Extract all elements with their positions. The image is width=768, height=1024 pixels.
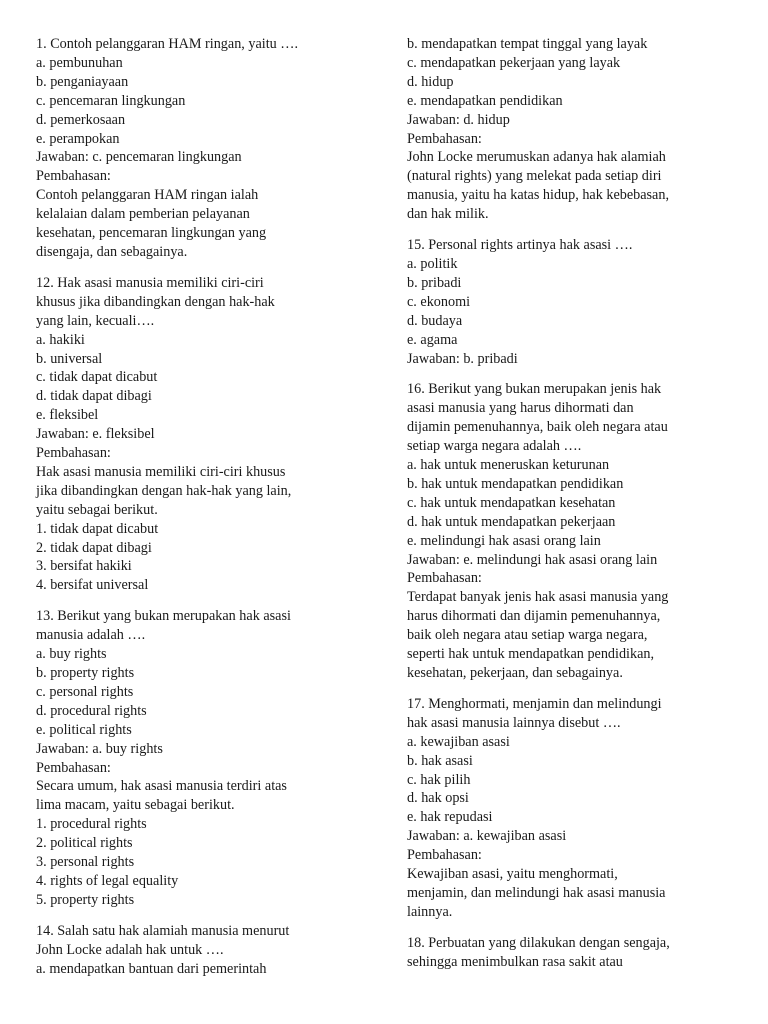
text-line: lima macam, yaitu sebagai berikut. <box>36 797 235 814</box>
question-block <box>36 274 370 595</box>
text-line: e. fleksibel <box>36 407 99 424</box>
block-spacer <box>407 224 742 236</box>
text-line: 17. Menghormati, menjamin dan melindungi <box>407 695 662 712</box>
text-line: Jawaban: d. hidup <box>407 111 510 128</box>
text-line: 1. procedural rights <box>36 816 147 833</box>
text-line: c. ekonomi <box>407 293 471 310</box>
text-line: Hak asasi manusia memiliki ciri-ciri khusus <box>36 463 286 480</box>
question-block <box>407 380 742 683</box>
question-block <box>407 934 742 972</box>
text-line: John Locke adalah hak untuk …. <box>36 941 224 958</box>
text-line: manusia adalah …. <box>36 627 146 644</box>
text-line: yang lain, kecuali…. <box>36 312 155 329</box>
text-line: baik oleh negara atau setiap warga negara, <box>407 627 648 644</box>
text-line: seperti hak untuk mendapatkan pendidikan, <box>407 646 655 663</box>
text-line: Pembahasan: <box>407 847 482 864</box>
text-line: 4. bersifat universal <box>36 577 149 594</box>
question-block <box>407 695 742 922</box>
text-line: 2. political rights <box>36 835 133 852</box>
text-line: (natural rights) yang melekat pada setiap diri <box>407 168 662 185</box>
text-line: 12. Hak asasi manusia memiliki ciri-ciri <box>36 274 264 291</box>
text-line: d. hak untuk mendapatkan pekerjaan <box>407 513 616 530</box>
text-line: d. hak opsi <box>407 790 469 807</box>
text-line: b. property rights <box>36 665 135 681</box>
question-block <box>36 922 370 979</box>
text-line: c. tidak dapat dicabut <box>36 369 158 386</box>
text-line: Jawaban: c. pencemaran lingkungan <box>36 149 242 166</box>
text-line: Jawaban: a. kewajiban asasi <box>407 828 567 845</box>
text-line: 18. Perbuatan yang dilakukan dengan sengaja, <box>407 934 670 951</box>
text-line: 15. Personal rights artinya hak asasi …. <box>407 237 633 254</box>
text-line: Kewajiban asasi, yaitu menghormati, <box>407 866 618 883</box>
text-line: b. hak asasi <box>407 752 473 769</box>
block-spacer <box>407 922 742 934</box>
text-line: Jawaban: a. buy rights <box>36 740 163 757</box>
question-block <box>36 35 370 262</box>
text-line: c. mendapatkan pekerjaan yang layak <box>407 54 621 71</box>
text-line: c. pencemaran lingkungan <box>36 92 186 109</box>
text-line: e. hak repudasi <box>407 809 493 826</box>
text-line: Secara umum, hak asasi manusia terdiri atas <box>36 778 287 795</box>
text-line: lainnya. <box>407 903 453 920</box>
text-line: c. hak untuk mendapatkan kesehatan <box>407 494 616 511</box>
text-line: d. budaya <box>407 312 463 329</box>
question-block <box>36 607 370 910</box>
text-line: 5. property rights <box>36 891 135 908</box>
text-line: Jawaban: e. melindungi hak asasi orang lain <box>407 551 658 568</box>
text-line: hak asasi manusia lainnya disebut …. <box>407 714 621 731</box>
text-line: yaitu sebagai berikut. <box>36 501 158 518</box>
block-spacer <box>36 262 370 274</box>
text-line: 1. tidak dapat dicabut <box>36 520 159 537</box>
text-line: Jawaban: b. pribadi <box>407 350 518 367</box>
text-line: e. perampokan <box>36 130 120 147</box>
text-line: dan hak milik. <box>407 206 489 223</box>
text-line: Pembahasan: <box>36 445 111 462</box>
question-block <box>407 35 742 224</box>
text-line: d. pemerkosaan <box>36 111 126 128</box>
text-line: e. political rights <box>36 721 132 738</box>
text-line: a. hakiki <box>36 331 85 348</box>
text-line: 16. Berikut yang bukan merupakan jenis hak <box>407 381 662 398</box>
text-line: a. kewajiban asasi <box>407 733 510 750</box>
text-line: a. hak untuk meneruskan keturunan <box>407 457 610 474</box>
text-line: b. pribadi <box>407 274 462 291</box>
text-line: a. buy rights <box>36 646 107 663</box>
text-line: manusia, yaitu ha katas hidup, hak kebebasan, <box>407 187 669 204</box>
text-line: b. mendapatkan tempat tinggal yang layak <box>407 36 648 52</box>
text-line: Pembahasan: <box>407 570 482 587</box>
text-line: menjamin, dan melindungi hak asasi manusia <box>407 884 666 901</box>
text-line: b. universal <box>36 350 103 367</box>
text-line: Pembahasan: <box>36 759 111 776</box>
left-column <box>36 35 370 979</box>
text-line: a. pembunuhan <box>36 54 123 71</box>
text-line: e. melindungi hak asasi orang lain <box>407 532 601 549</box>
text-line: 14. Salah satu hak alamiah manusia menurut <box>36 922 290 939</box>
text-line: kesehatan, pekerjaan, dan sebagainya. <box>407 665 623 681</box>
text-line: c. personal rights <box>36 683 134 700</box>
text-line: d. tidak dapat dibagi <box>36 388 152 405</box>
text-line: e. mendapatkan pendidikan <box>407 92 563 109</box>
text-line: kelalaian dalam pemberian pelayanan <box>36 206 250 223</box>
text-line: asasi manusia yang harus dihormati dan <box>407 400 634 417</box>
text-line: c. hak pilih <box>407 771 471 788</box>
text-line: 3. bersifat hakiki <box>36 558 132 575</box>
text-line: b. penganiayaan <box>36 73 129 90</box>
text-line: e. agama <box>407 331 458 348</box>
text-line: harus dihormati dan dijamin pemenuhannya, <box>407 608 661 625</box>
block-spacer <box>36 910 370 922</box>
text-line: d. hidup <box>407 73 454 90</box>
text-line: Pembahasan: <box>407 130 482 147</box>
text-line: jika dibandingkan dengan hak-hak yang lain, <box>36 482 292 499</box>
text-line: khusus jika dibandingkan dengan hak-hak <box>36 293 275 310</box>
text-line: sehingga menimbulkan rasa sakit atau <box>407 953 623 970</box>
text-line: Jawaban: e. fleksibel <box>36 426 155 443</box>
block-spacer <box>36 595 370 607</box>
text-line: 1. Contoh pelanggaran HAM ringan, yaitu …. <box>36 36 299 52</box>
text-line: disengaja, dan sebagainya. <box>36 243 188 260</box>
text-line: dijamin pemenuhannya, baik oleh negara atau <box>407 419 668 436</box>
text-line: Terdapat banyak jenis hak asasi manusia yang <box>407 589 669 606</box>
right-column <box>407 35 742 972</box>
block-spacer <box>407 683 742 695</box>
question-block <box>407 236 742 368</box>
text-line: John Locke merumuskan adanya hak alamiah <box>407 149 666 166</box>
text-line: setiap warga negara adalah …. <box>407 438 582 455</box>
text-line: 3. personal rights <box>36 854 135 871</box>
text-line: 4. rights of legal equality <box>36 872 179 889</box>
text-line: Pembahasan: <box>36 168 111 185</box>
text-line: b. hak untuk mendapatkan pendidikan <box>407 475 624 492</box>
text-line: Contoh pelanggaran HAM ringan ialah <box>36 187 259 204</box>
text-line: d. procedural rights <box>36 702 147 719</box>
text-line: 13. Berikut yang bukan merupakan hak asasi <box>36 608 291 625</box>
text-line: kesehatan, pencemaran lingkungan yang <box>36 225 267 242</box>
block-spacer <box>407 368 742 380</box>
text-line: 2. tidak dapat dibagi <box>36 539 152 556</box>
text-line: a. mendapatkan bantuan dari pemerintah <box>36 960 267 977</box>
text-line: a. politik <box>407 255 458 272</box>
